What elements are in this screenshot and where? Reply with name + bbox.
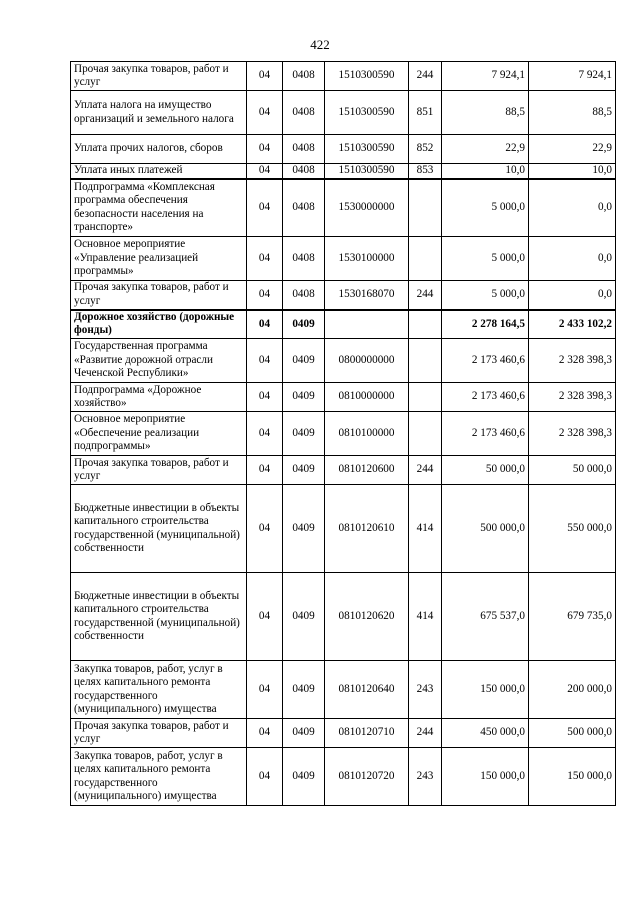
target-article-code: 0810120620 bbox=[325, 573, 409, 661]
amount-year-1: 2 173 460,6 bbox=[442, 412, 529, 456]
table-row bbox=[71, 281, 616, 310]
amount-year-1: 500 000,0 bbox=[442, 485, 529, 573]
expense-type-code bbox=[409, 412, 442, 456]
subsection-code: 0408 bbox=[283, 237, 325, 281]
subsection-code: 0408 bbox=[283, 164, 325, 179]
amount-year-1: 2 173 460,6 bbox=[442, 383, 529, 412]
subsection-code: 0408 bbox=[283, 135, 325, 164]
target-article-code: 0810120600 bbox=[325, 456, 409, 485]
target-article-code: 0810120720 bbox=[325, 748, 409, 806]
row-name: Прочая закупка товаров, работ и услуг bbox=[71, 62, 247, 91]
subsection-code: 0409 bbox=[283, 456, 325, 485]
amount-year-2: 0,0 bbox=[529, 281, 616, 310]
section-code: 04 bbox=[247, 661, 283, 719]
amount-year-2: 0,0 bbox=[529, 237, 616, 281]
amount-year-2: 679 735,0 bbox=[529, 573, 616, 661]
table-row bbox=[71, 164, 616, 179]
expense-type-code: 414 bbox=[409, 485, 442, 573]
table-row bbox=[71, 412, 616, 456]
target-article-code: 1510300590 bbox=[325, 135, 409, 164]
row-name: Бюджетные инвестиции в объекты капитального строительства государственной (муниципальной) собственности bbox=[71, 485, 247, 573]
target-article-code: 1510300590 bbox=[325, 91, 409, 135]
amount-year-2: 2 328 398,3 bbox=[529, 339, 616, 383]
table-row bbox=[71, 456, 616, 485]
section-code: 04 bbox=[247, 719, 283, 748]
amount-year-2: 2 328 398,3 bbox=[529, 412, 616, 456]
page-number: 422 bbox=[310, 37, 330, 52]
section-code: 04 bbox=[247, 412, 283, 456]
amount-year-1: 675 537,0 bbox=[442, 573, 529, 661]
section-code: 04 bbox=[247, 91, 283, 135]
expense-type-code: 243 bbox=[409, 661, 442, 719]
expense-type-code: 853 bbox=[409, 164, 442, 179]
amount-year-1: 10,0 bbox=[442, 164, 529, 179]
expense-type-code bbox=[409, 179, 442, 237]
expense-type-code: 852 bbox=[409, 135, 442, 164]
section-code: 04 bbox=[247, 383, 283, 412]
subsection-code: 0409 bbox=[283, 383, 325, 412]
amount-year-1: 2 278 164,5 bbox=[442, 310, 529, 339]
section-code: 04 bbox=[247, 135, 283, 164]
target-article-code: 0810120710 bbox=[325, 719, 409, 748]
amount-year-2: 500 000,0 bbox=[529, 719, 616, 748]
expense-type-code bbox=[409, 310, 442, 339]
target-article-code: 0810120640 bbox=[325, 661, 409, 719]
amount-year-1: 5 000,0 bbox=[442, 237, 529, 281]
row-name: Дорожное хозяйство (дорожные фонды) bbox=[71, 310, 247, 339]
amount-year-2: 2 433 102,2 bbox=[529, 310, 616, 339]
section-code: 04 bbox=[247, 748, 283, 806]
amount-year-1: 150 000,0 bbox=[442, 661, 529, 719]
expense-type-code: 244 bbox=[409, 719, 442, 748]
target-article-code: 0810120610 bbox=[325, 485, 409, 573]
amount-year-2: 22,9 bbox=[529, 135, 616, 164]
expense-type-code: 244 bbox=[409, 62, 442, 91]
row-name: Государственная программа «Развитие дорожной отрасли Чеченской Республики» bbox=[71, 339, 247, 383]
section-code: 04 bbox=[247, 281, 283, 310]
subsection-code: 0408 bbox=[283, 91, 325, 135]
row-name: Уплата налога на имущество организаций и земельного налога bbox=[71, 91, 247, 135]
table-row bbox=[71, 661, 616, 719]
table-row bbox=[71, 179, 616, 237]
table-row bbox=[71, 719, 616, 748]
section-code: 04 bbox=[247, 310, 283, 339]
budget-table bbox=[70, 61, 616, 806]
subsection-code: 0408 bbox=[283, 62, 325, 91]
amount-year-2: 2 328 398,3 bbox=[529, 383, 616, 412]
subsection-code: 0408 bbox=[283, 281, 325, 310]
target-article-code: 1530100000 bbox=[325, 237, 409, 281]
subsection-code: 0408 bbox=[283, 179, 325, 237]
subsection-code: 0409 bbox=[283, 573, 325, 661]
amount-year-1: 7 924,1 bbox=[442, 62, 529, 91]
target-article-code bbox=[325, 310, 409, 339]
row-name: Закупка товаров, работ, услуг в целях капитального ремонта государственного (муниципального) имущества bbox=[71, 661, 247, 719]
amount-year-1: 450 000,0 bbox=[442, 719, 529, 748]
amount-year-1: 2 173 460,6 bbox=[442, 339, 529, 383]
table-row bbox=[71, 62, 616, 91]
row-name: Прочая закупка товаров, работ и услуг bbox=[71, 281, 247, 310]
section-code: 04 bbox=[247, 179, 283, 237]
target-article-code: 0810000000 bbox=[325, 383, 409, 412]
amount-year-1: 5 000,0 bbox=[442, 179, 529, 237]
amount-year-2: 7 924,1 bbox=[529, 62, 616, 91]
amount-year-1: 5 000,0 bbox=[442, 281, 529, 310]
row-name: Подпрограмма «Дорожное хозяйство» bbox=[71, 383, 247, 412]
row-name: Прочая закупка товаров, работ и услуг bbox=[71, 456, 247, 485]
subsection-code: 0409 bbox=[283, 339, 325, 383]
row-name: Уплата иных платежей bbox=[71, 164, 247, 179]
table-row bbox=[71, 748, 616, 806]
table-row bbox=[71, 485, 616, 573]
target-article-code: 1530000000 bbox=[325, 179, 409, 237]
expense-type-code: 851 bbox=[409, 91, 442, 135]
section-code: 04 bbox=[247, 164, 283, 179]
row-name: Уплата прочих налогов, сборов bbox=[71, 135, 247, 164]
target-article-code: 0810100000 bbox=[325, 412, 409, 456]
expense-type-code: 414 bbox=[409, 573, 442, 661]
target-article-code: 1530168070 bbox=[325, 281, 409, 310]
expense-type-code bbox=[409, 383, 442, 412]
row-name: Закупка товаров, работ, услуг в целях капитального ремонта государственного (муниципального) имущества bbox=[71, 748, 247, 806]
amount-year-1: 22,9 bbox=[442, 135, 529, 164]
row-name: Прочая закупка товаров, работ и услуг bbox=[71, 719, 247, 748]
amount-year-2: 550 000,0 bbox=[529, 485, 616, 573]
table-row bbox=[71, 91, 616, 135]
amount-year-1: 88,5 bbox=[442, 91, 529, 135]
section-code: 04 bbox=[247, 573, 283, 661]
section-code: 04 bbox=[247, 62, 283, 91]
row-name: Основное мероприятие «Обеспечение реализации подпрограммы» bbox=[71, 412, 247, 456]
table-row bbox=[71, 383, 616, 412]
expense-type-code: 244 bbox=[409, 456, 442, 485]
amount-year-1: 150 000,0 bbox=[442, 748, 529, 806]
subsection-code: 0409 bbox=[283, 310, 325, 339]
table-row bbox=[71, 573, 616, 661]
subsection-code: 0409 bbox=[283, 719, 325, 748]
row-name: Бюджетные инвестиции в объекты капитального строительства государственной (муниципальной) собственности bbox=[71, 573, 247, 661]
table-row bbox=[71, 339, 616, 383]
section-code: 04 bbox=[247, 456, 283, 485]
row-name: Подпрограмма «Комплексная программа обеспечения безопасности населения на транспорте» bbox=[71, 179, 247, 237]
amount-year-2: 88,5 bbox=[529, 91, 616, 135]
expense-type-code: 244 bbox=[409, 281, 442, 310]
expense-type-code bbox=[409, 339, 442, 383]
section-code: 04 bbox=[247, 339, 283, 383]
amount-year-2: 200 000,0 bbox=[529, 661, 616, 719]
subsection-code: 0409 bbox=[283, 748, 325, 806]
expense-type-code: 243 bbox=[409, 748, 442, 806]
amount-year-2: 0,0 bbox=[529, 179, 616, 237]
target-article-code: 1510300590 bbox=[325, 164, 409, 179]
target-article-code: 1510300590 bbox=[325, 62, 409, 91]
subsection-code: 0409 bbox=[283, 485, 325, 573]
table-row bbox=[71, 237, 616, 281]
section-code: 04 bbox=[247, 237, 283, 281]
table-row bbox=[71, 135, 616, 164]
amount-year-2: 50 000,0 bbox=[529, 456, 616, 485]
section-code: 04 bbox=[247, 485, 283, 573]
subsection-code: 0409 bbox=[283, 412, 325, 456]
target-article-code: 0800000000 bbox=[325, 339, 409, 383]
amount-year-2: 10,0 bbox=[529, 164, 616, 179]
amount-year-2: 150 000,0 bbox=[529, 748, 616, 806]
subsection-code: 0409 bbox=[283, 661, 325, 719]
row-name: Основное мероприятие «Управление реализацией программы» bbox=[71, 237, 247, 281]
table-row bbox=[71, 310, 616, 339]
amount-year-1: 50 000,0 bbox=[442, 456, 529, 485]
expense-type-code bbox=[409, 237, 442, 281]
